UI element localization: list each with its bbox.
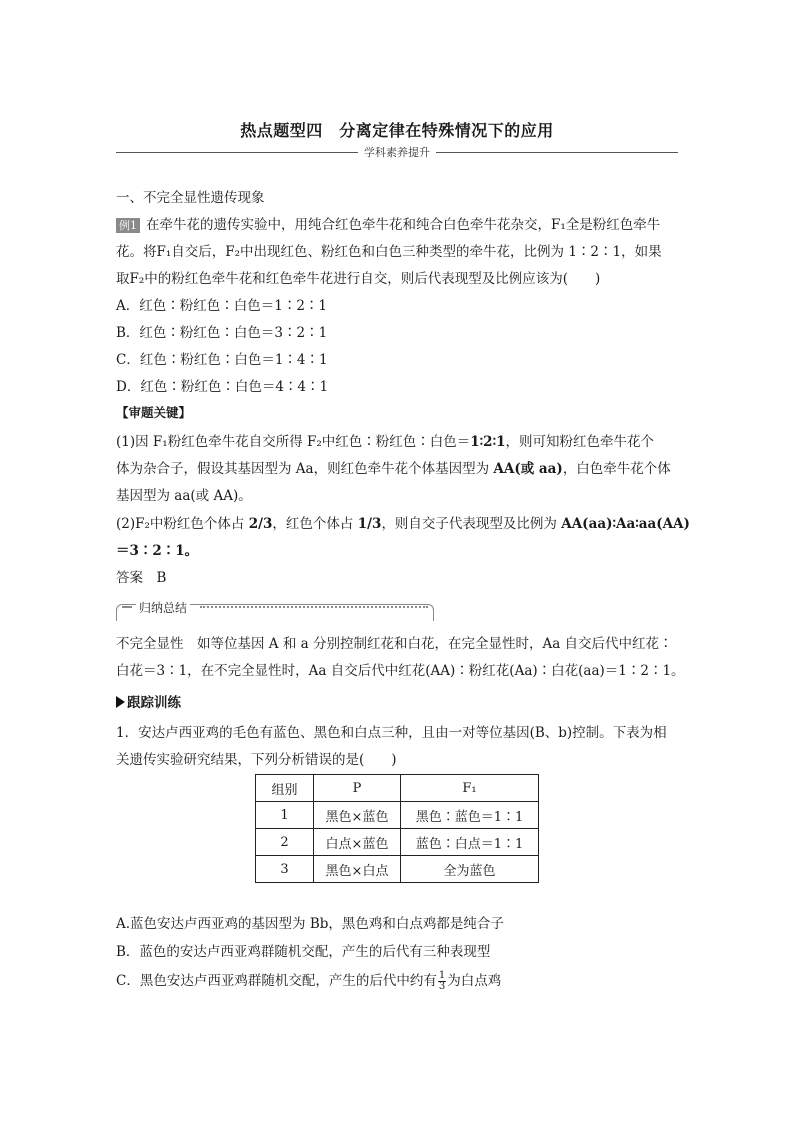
answer: 答案 B (116, 570, 167, 586)
question-1-line-2: 关遗传实验研究结果，下列分析错误的是( ) (116, 752, 397, 768)
table-cell: 3 (256, 856, 314, 883)
table-cell: 蓝色∶白点＝1∶1 (401, 829, 539, 856)
experiment-table (255, 774, 539, 883)
table-row (256, 829, 539, 856)
table-row (256, 856, 539, 883)
summary-line-1: 不完全显性 如等位基因 A 和 a 分别控制红花和白花，在完全显性时，Aa 自交后代中红花∶ (116, 636, 673, 652)
play-triangle-icon (116, 696, 125, 708)
option-a: A．红色∶粉红色∶白色＝1∶2∶1 (116, 298, 328, 314)
fraction: $\frac{1}{3}$ (438, 970, 446, 992)
option-1b: B．蓝色的安达卢西亚鸡群随机交配，产生的后代有三种表现型 (116, 944, 491, 960)
example-stem-line-1: 例1 在牵牛花的遗传实验中，用纯合红色牵牛花和纯合白色牵牛花杂交，F₁全是粉红色牵牛 (116, 213, 660, 233)
analysis-heading: 【审题关键】 (116, 405, 192, 420)
summary-title: 归纳总结 (136, 599, 190, 616)
analysis-p2-line-2: ＝3∶2∶1。 (116, 543, 199, 559)
table-header-cell: F₁ (401, 775, 539, 802)
option-c: C．红色∶粉红色∶白色＝1∶4∶1 (116, 352, 328, 368)
table-cell: 白点×蓝色 (314, 829, 401, 856)
table-cell: 黑色∶蓝色＝1∶1 (401, 802, 539, 829)
table-header-cell: 组别 (256, 775, 314, 802)
analysis-p1-line-1: (1)因 F₁粉红色牵牛花自交所得 F₂中红色∶粉红色∶白色＝1∶2∶1，则可知粉红色牵牛花个 (116, 434, 654, 450)
table-cell: 黑色×蓝色 (314, 802, 401, 829)
table-header-row (256, 775, 539, 802)
option-b: B．红色∶粉红色∶白色＝3∶2∶1 (116, 325, 328, 341)
analysis-p2-line-1: (2)F₂中粉红色个体占 2/3，红色个体占 1/3，则自交子代表现型及比例为 AA(aa)∶Aa∶aa(AA) (116, 516, 690, 532)
analysis-p1-line-2: 体为杂合子，假设其基因型为 Aa，则红色牵牛花个体基因型为 AA(或 aa)，白色牵牛花个体 (116, 461, 671, 477)
example-label: 例1 (116, 218, 140, 233)
table-header-cell: P (314, 775, 401, 802)
summary-dotted-rule (200, 606, 428, 608)
table-row (256, 802, 539, 829)
training-heading: 跟踪训练 (116, 691, 181, 711)
section-subtitle: 学科素养提升 (0, 144, 794, 160)
option-d: D．红色∶粉红色∶白色＝4∶4∶1 (116, 379, 329, 395)
analysis-p1-line-3: 基因型为 aa(或 AA)。 (116, 488, 252, 504)
option-1c: C．黑色安达卢西亚鸡群随机交配，产生的后代中约有 $\frac{1}{3}$ 为白点鸡 (116, 970, 502, 992)
table-cell: 2 (256, 829, 314, 856)
table-cell: 黑色×白点 (314, 856, 401, 883)
table-cell: 1 (256, 802, 314, 829)
page-title: 热点题型四 分离定律在特殊情况下的应用 (240, 121, 554, 140)
table-cell: 全为蓝色 (401, 856, 539, 883)
summary-line-2: 白花＝3∶1，在不完全显性时，Aa 自交后代中红花(AA)∶粉红花(Aa)∶白花(aa)＝1∶2∶1。 (116, 663, 685, 679)
summary-dash (122, 606, 132, 608)
question-1-line-1: 1．安达卢西亚鸡的毛色有蓝色、黑色和白点三种，且由一对等位基因(B、b)控制。下表为相 (116, 725, 667, 741)
example-stem-line-3: 取F₂中的粉红色牵牛花和红色牵牛花进行自交，则后代表现型及比例应该为( ) (116, 271, 601, 287)
option-1a: A.蓝色安达卢西亚鸡的基因型为 Bb，黑色鸡和白点鸡都是纯合子 (116, 916, 504, 932)
example-stem-line-2: 花。将F₁自交后，F₂中出现红色、粉红色和白色三种类型的牵牛花，比例为 1∶2∶1，如果 (116, 244, 662, 260)
section-heading: 一、不完全显性遗传现象 (116, 190, 265, 206)
